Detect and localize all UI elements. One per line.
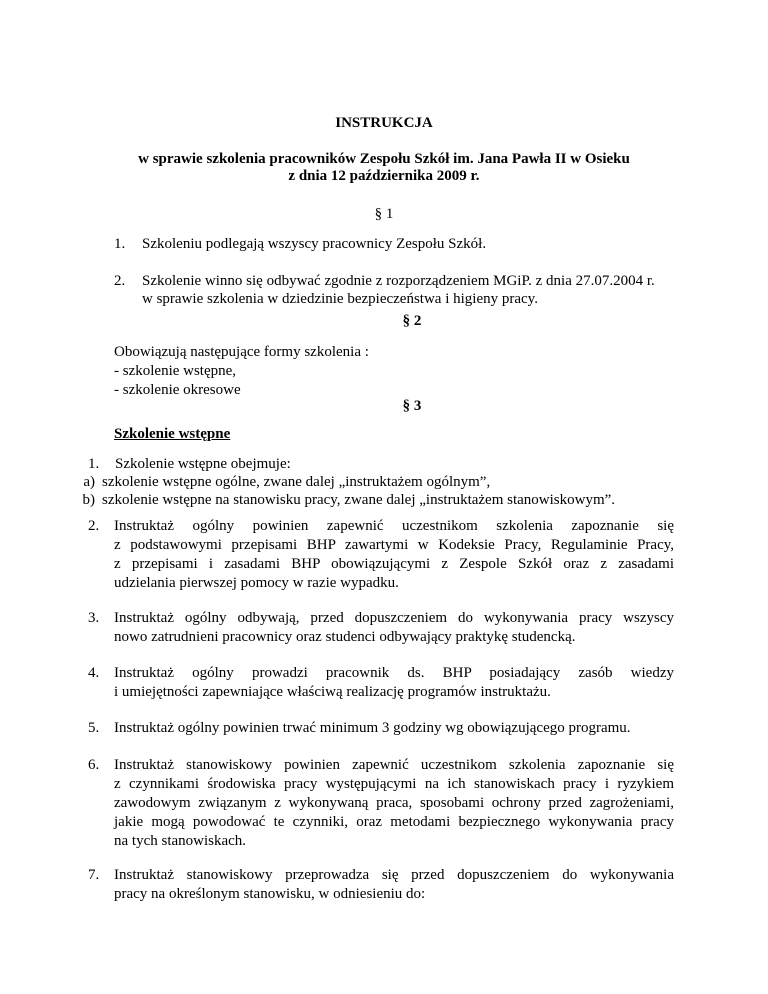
para-line: Instruktaż ogólny powinien zapewnić uczestnikom szkolenia zapoznanie się [114, 518, 674, 534]
item-number: 7. [88, 867, 100, 883]
para-line: Instruktaż ogólny powinien trwać minimum 3 godziny wg obowiązującego programu. [114, 720, 631, 736]
item-number: 5. [88, 720, 100, 736]
section-1-item-2 [114, 272, 714, 307]
document-title: INSTRUKCJA [335, 115, 433, 131]
subitem-text: szkolenie wstępne na stanowisku pracy, zwane dalej „instruktażem stanowiskowym”. [102, 492, 616, 508]
item-number: 1. [114, 236, 126, 252]
item-number: 3. [88, 610, 100, 626]
para-line: Instruktaż ogólny odbywają, przed dopuszczeniem do wykonywania pracy wszyscy [114, 610, 674, 626]
section-3-item-2 [114, 517, 674, 593]
item-text: Szkolenie wstępne obejmuje: [115, 456, 291, 472]
section-2-line: - szkolenie wstępne, [114, 363, 237, 379]
para-line: Instruktaż ogólny prowadzi pracownik ds. BHP posiadający zasób wiedzy [114, 665, 674, 681]
item-number: 1. [88, 456, 100, 472]
para-line: pracy na określonym stanowisku, w odniesieniu do: [114, 886, 426, 902]
section-2-line: - szkolenie okresowe [114, 382, 241, 398]
para-line: na tych stanowiskach. [114, 833, 247, 849]
section-3-heading: § 3 [402, 398, 422, 414]
section-3-item-4 [114, 664, 674, 702]
item-text-line-1: Szkolenie winno się odbywać zgodnie z rozporządzeniem MGiP. z dnia 27.07.2004 r. [142, 273, 655, 289]
section-2-body [114, 343, 674, 400]
para-line: zawodowym związanym z wykonywaną praca, sposobami ochrony przed zagrożeniami, [114, 795, 674, 811]
document-subtitle-line-2: z dnia 12 października 2009 r. [288, 168, 480, 184]
subitem-letter: a) [83, 474, 95, 490]
section-2-heading: § 2 [402, 313, 422, 329]
section-3-item-3 [114, 609, 674, 647]
section-3-item-1 [82, 455, 728, 508]
para-line: z czynnikami środowiska pracy występującymi na ich stanowiskach pracy i ryzykiem [114, 776, 674, 792]
para-line: Instruktaż stanowiskowy powinien zapewnić uczestnikom szkolenia zapoznanie się [114, 757, 674, 773]
para-line: z przepisami i zasadami BHP obowiązującymi z Zespole Szkół oraz z zasadami [114, 556, 674, 572]
para-line: Instruktaż stanowiskowy przeprowadza się przed dopuszczeniem do wykonywania [114, 867, 674, 883]
subitem-letter: b) [82, 492, 95, 508]
subitem-text: szkolenie wstępne ogólne, zwane dalej „instruktażem ogólnym”, [102, 474, 491, 490]
document-subtitle-line-1: w sprawie szkolenia pracowników Zespołu Szkół im. Jana Pawła II w Osieku [138, 151, 630, 167]
section-1-heading: § 1 [374, 206, 394, 222]
item-number: 2. [88, 518, 100, 534]
section-3-item-5 [114, 719, 674, 738]
section-1-item-1 [114, 235, 714, 254]
item-text-line-2: w sprawie szkolenia w dziedzinie bezpieczeństwa i higieny pracy. [142, 291, 538, 307]
item-text: Szkoleniu podlegają wszyscy pracownicy Zespołu Szkół. [142, 236, 487, 252]
para-line: i umiejętności zapewniające właściwą realizację programów instruktażu. [114, 684, 551, 700]
item-number: 2. [114, 273, 126, 289]
section-2-line: Obowiązują następujące formy szkolenia : [114, 344, 369, 360]
section-3-subheading: Szkolenie wstępne [114, 426, 231, 442]
item-number: 4. [88, 665, 100, 681]
para-line: nowo zatrudnieni pracownicy oraz studenci odbywający praktykę studencką. [114, 629, 576, 645]
section-3-item-7 [114, 866, 674, 904]
para-line: jakie mogą powodować te czynniki, oraz metodami bezpiecznego wykonywania pracy [114, 814, 674, 830]
item-number: 6. [88, 757, 100, 773]
para-line: z podstawowymi przepisami BHP zawartymi w Kodeksie Pracy, Regulaminie Pracy, [114, 537, 674, 553]
para-line: udzielania pierwszej pomocy w razie wypadku. [114, 575, 399, 591]
section-3-item-6 [114, 756, 674, 851]
